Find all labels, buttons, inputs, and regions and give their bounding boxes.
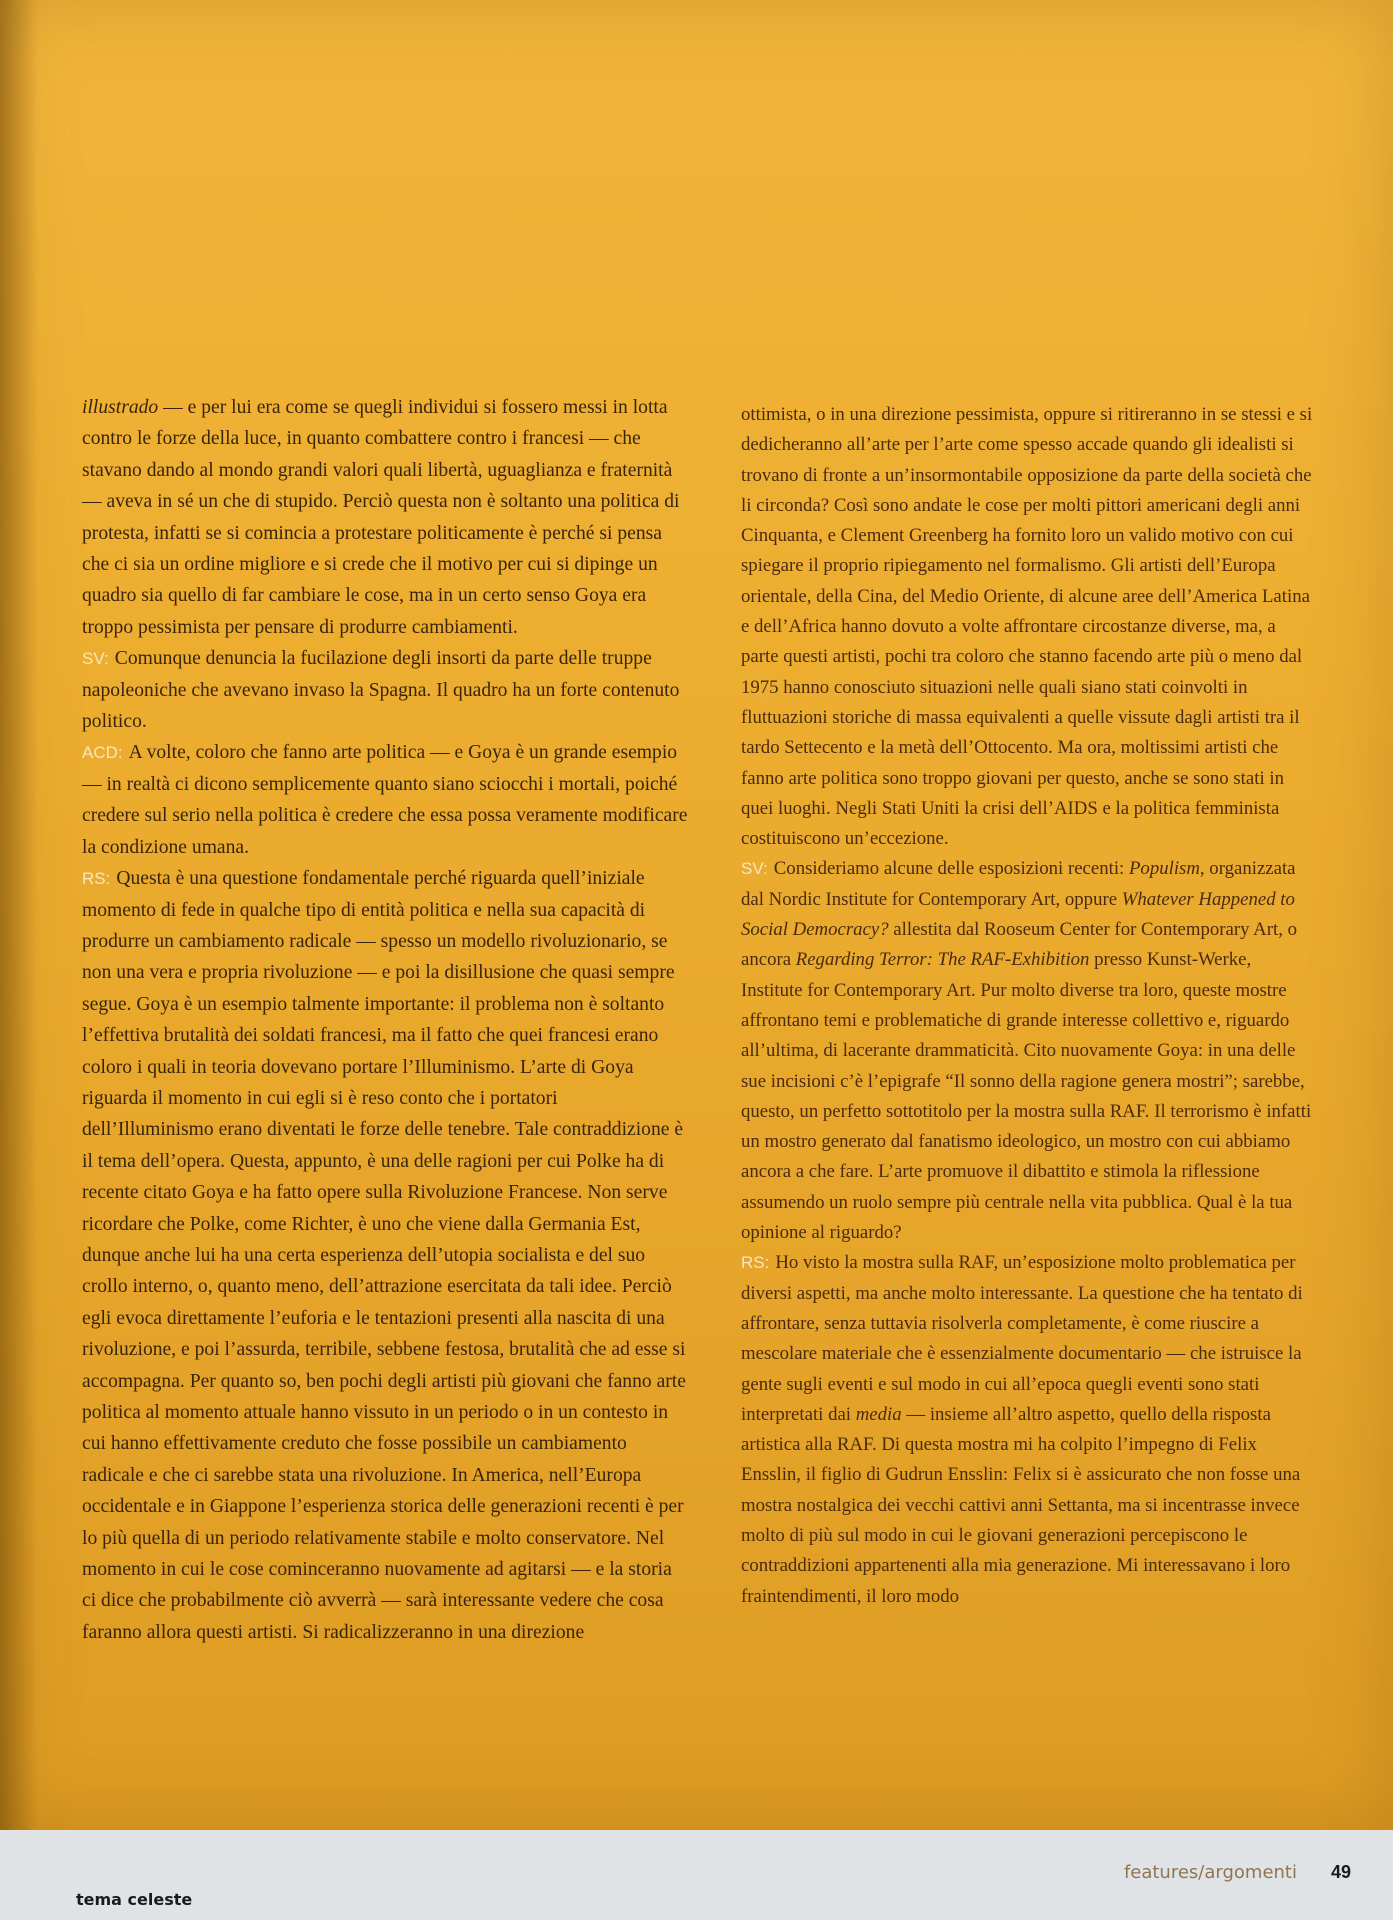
paragraph <box>741 400 1317 854</box>
speaker-label: SV: <box>741 859 768 879</box>
paragraph-text: A volte, coloro che fanno arte politica — e Goya è un grande esempio — in realtà ci dicono semplicemente quanto siano sciocchi i mortali, poiché credere sul serio nella politica è credere che essa possa veramente modificare la condizione umana. <box>82 742 688 858</box>
paragraph-text: , organizzata dal Nordic Institute for Contemporary Art, oppure <box>741 858 1296 910</box>
paragraph-text: Ho visto la mostra sulla RAF, un’esposizione molto problematica per diversi aspetti, ma anche molto interessante. La questione che ha tentato di affrontare, senza tuttavia risolverla completamente, è come riuscire a mescolare materiale che è essenzialmente documentario — che istruisce la gente sugli eventi e sul modo in cui all’epoca quegli eventi sono stati interpretati dai <box>741 1252 1303 1425</box>
paragraph-text: presso Kunst-Werke, Institute for Contemporary Art. Pur molto diverse tra loro, queste mostre affrontano temi e problematiche di grande interesse collettivo e, riguardo all’ultima, di lacerante drammaticità. Cito nuovamente Goya: in una delle sue incisioni c’è l’epigrafe “Il sonno della ragione genera mostri”; sarebbe, questo, un perfetto sottotitolo per la mostra sulla RAF. Il terrorismo è infatti un mostro generato dal fanatismo ideologico, un mostro con cui abbiamo ancora a che fare. L’arte promuove il dibattito e stimola la riflessione assumendo un ruolo sempre più centrale nella vita pubblica. Qual è la tua opinione al riguardo? <box>741 949 1312 1244</box>
magazine-name: tema celeste <box>76 1890 193 1909</box>
paragraph-text: Questa è una questione fondamentale perché riguarda quell’iniziale momento di fede in qualche tipo di entità politica e nella sua capacità di produrre un cambiamento radicale — spesso un modello rivoluzionario, se non una vera e propria rivoluzione — e poi la disillusione che quasi sempre segue. Goya è un esempio talmente importante: il problema non è soltanto l’effettiva brutalità dei soldati francesi, ma il fatto che quei francesi erano coloro i quali in teoria dovevano portare l’Illuminismo. L’arte di Goya riguarda il momento in cui egli si è reso conto che i portatori dell’Illuminismo erano diventati le forze delle tenebre. Tale contraddizione è il tema dell’opera. Questa, appunto, è una delle ragioni per cui Polke ha di recente citato Goya e ha fatto opere sulla Rivoluzione Francese. Non serve ricordare che Polke, come Richter, è uno che viene dalla Germania Est, dunque anche lui ha una certa esperienza dell’utopia socialista e del suo crollo interno, o, quanto meno, dell’attrazione esercitata da tali idee. Perciò egli evoca direttamente l’euforia e le tentazioni presenti alla nascita di una rivoluzione, e poi l’assurda, terribile, sebbene festosa, brutalità che ad esse si accompagna. Per quanto so, ben pochi degli artisti più giovani che fanno arte politica al momento attuale hanno vissuto in un periodo o in un contesto in cui hanno effettivamente creduto che fosse possibile un cambiamento radicale e che ci sarebbe stata una rivoluzione. In America, nell’Europa occidentale e in Giappone l’esperienza storica delle generazioni recenti è per lo più quella di un periodo relativamente stabile e molto conservatore. Nel momento in cui le cose cominceranno nuovamente ad agitarsi — e la storia ci dice che probabilmente ciò avverrà — sarà interessante vedere che cosa faranno allora questi artisti. Si radicalizzeranno in una direzione <box>82 868 686 1643</box>
exhibition-title: Populism <box>1128 858 1200 880</box>
italic-text: media <box>855 1403 902 1425</box>
paragraph <box>82 643 690 737</box>
paragraph-text: ottimista, o in una direzione pessimista, oppure si ritireranno in se stessi e si dedicheranno all’arte per l’arte come spesso accade quando gli idealisti si trovano di fronte a un’insormontabile opposizione da parte della società che li circonda? Così sono andate le cose per molti pittori americani degli anni Cinquanta, e Clement Greenberg ha fornito loro un valido motivo con cui spiegare il proprio ripiegamento nel formalismo. Gli artisti dell’Europa orientale, della Cina, del Medio Oriente, di alcune aree dell’America Latina e dell’Africa hanno dovuto a volte affrontare circostanze diverse, ma, a parte questi artisti, pochi tra coloro che stanno facendo arte più o meno dal 1975 hanno conosciuto situazioni nelle quali siano stati coinvolti in fluttuazioni storiche di massa equivalenti a quelle vissute dagli artisti tra il tardo Settecento e la metà dell’Ottocento. Ma ora, moltissimi artisti che fanno arte politica sono troppo giovani per questo, anche se sono stati in quei luoghi. Negli Stati Uniti la crisi dell’AIDS e la politica femminista costituiscono un’eccezione. <box>741 404 1313 850</box>
spine-shadow <box>0 0 38 1830</box>
paragraph-text: — e per lui era come se quegli individui si fossero messi in lotta contro le forze della luce, in quanto combattere contro i francesi — che stavano dando al mondo grandi valori quali libertà, uguaglianza e fraternità — aveva in sé un che di stupido. Perciò questa non è soltanto una politica di protesta, infatti se si comincia a protestare politicamente è perché si pensa che ci sia un ordine migliore e si crede che il motivo per cui si dipinge un quadro sia quello di far cambiare le cose, ma in un certo senso Goya era troppo pessimista per pensare di produrre cambiamenti. <box>82 397 680 638</box>
exhibition-title: Whatever Happened to Social Democracy? <box>741 888 1295 941</box>
speaker-label: ACD: <box>82 743 123 763</box>
paragraph <box>82 863 690 1648</box>
paragraph-text: — insieme all’altro aspetto, quello della risposta artistica alla RAF. Di questa mostra mi ha colpito l’impegno di Felix Ensslin, il figlio di Gudrun Ensslin: Felix si è assicurato che non fosse una mostra nostalgica dei vecchi cattivi anni Settanta, ma si incentrasse invece molto di più sul modo in cui le giovani generazioni percepiscono le contraddizioni appartenenti alla mia generazione. Mi interessavano i loro fraintendimenti, il loro modo <box>741 1403 1301 1607</box>
paragraph <box>82 737 690 863</box>
paragraph-text: allestita dal Rooseum Center for Contemporary Art, o ancora <box>741 919 1297 971</box>
paragraph <box>741 854 1317 1248</box>
page-number: 49 <box>1330 1862 1351 1882</box>
italic-text: illustrado <box>82 397 159 418</box>
paragraph-text: Consideriamo alcune delle esposizioni recenti: <box>773 858 1129 880</box>
section-label: features/argomenti <box>1123 1862 1297 1883</box>
paragraph <box>741 1248 1317 1612</box>
speaker-label: SV: <box>82 649 109 669</box>
paragraph-text: Comunque denuncia la fucilazione degli insorti da parte delle truppe napoleoniche che avevano invaso la Spagna. Il quadro ha un forte contenuto politico. <box>82 648 680 733</box>
left-text-column <box>82 392 690 1648</box>
paragraph <box>82 392 690 643</box>
exhibition-title: Regarding Terror: The RAF-Exhibition <box>795 949 1090 971</box>
right-text-column <box>741 400 1317 1612</box>
speaker-label: RS: <box>741 1253 770 1273</box>
speaker-label: RS: <box>82 869 111 889</box>
